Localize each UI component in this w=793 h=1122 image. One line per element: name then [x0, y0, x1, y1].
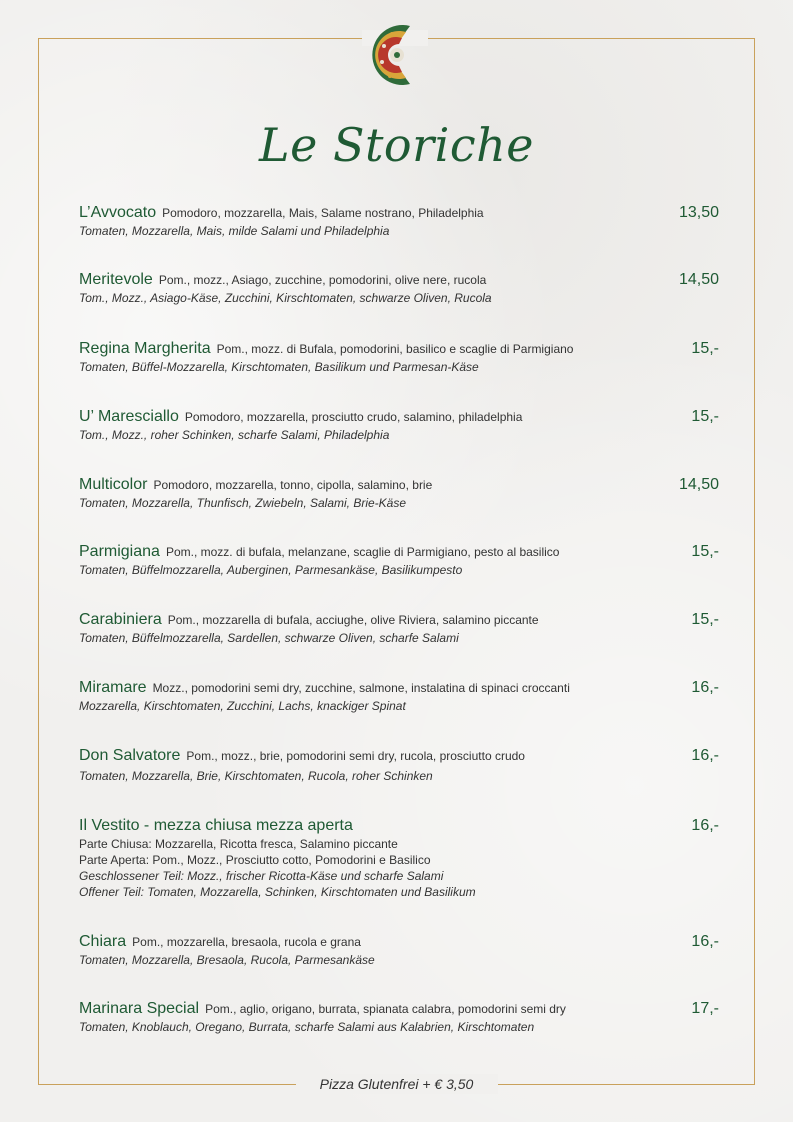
menu-item [79, 339, 719, 375]
pizza-name: Multicolor [79, 476, 148, 493]
pizza-name: Parmigiana [79, 543, 160, 560]
pizza-name: Don Salvatore [79, 747, 181, 764]
ingredients-de-closed: Geschlossener Teil: Mozz., frischer Ricotta-Käse und scharfe Salami [79, 869, 444, 883]
price: 14,50 [678, 271, 719, 288]
menu-item [79, 746, 719, 784]
menu-item [79, 203, 719, 239]
ingredients-de: Tomaten, Mozzarella, Mais, milde Salami und Philadelphia [79, 224, 390, 238]
ingredients-de: Tomaten, Büffelmozzarella, Auberginen, Parmesankäse, Basilikumpesto [79, 563, 463, 577]
ingredients-it: Pom., mozz., brie, pomodorini semi dry, rucola, prosciutto crudo [186, 749, 525, 763]
ingredients-de: Tom., Mozz., roher Schinken, scharfe Salami, Philadelphia [79, 428, 390, 442]
pizza-name: Chiara [79, 933, 127, 950]
ingredients-de: Tomaten, Mozzarella, Brie, Kirschtomaten, Rucola, roher Schinken [79, 769, 433, 783]
price: 16,- [691, 679, 719, 696]
price: 16,- [691, 817, 719, 834]
mosaic-c-logo-icon [370, 18, 424, 92]
ingredients-it: Pom., mozz. di bufala, melanzane, scaglie di Parmigiano, pesto al basilico [165, 545, 560, 559]
menu-item [79, 542, 719, 578]
price: 14,50 [678, 476, 719, 493]
price: 13,50 [678, 204, 719, 221]
ingredients-it: Mozz., pomodorini semi dry, zucchine, salmone, instalatina di spinaci croccanti [152, 681, 570, 695]
menu-item [79, 475, 719, 511]
price: 15,- [691, 408, 719, 425]
price: 17,- [691, 1000, 719, 1017]
pizza-name: Meritevole [79, 271, 153, 288]
price: 16,- [691, 933, 719, 950]
ingredients-it: Pom., aglio, origano, burrata, spianata calabra, pomodorini semi dry [205, 1002, 566, 1016]
ingredients-de: Tomaten, Büffel-Mozzarella, Kirschtomaten, Basilikum und Parmesan-Käse [79, 360, 479, 374]
pizza-name: Carabiniera [79, 611, 162, 628]
ingredients-it: Pomodoro, mozzarella, prosciutto crudo, salamino, philadelphia [184, 410, 523, 424]
price: 16,- [691, 747, 719, 764]
ingredients-it: Pomodoro, mozzarella, tonno, cipolla, salamino, brie [153, 478, 433, 492]
ingredients-it: Pom., mozz., Asiago, zucchine, pomodorini, olive nere, rucola [158, 273, 487, 287]
gluten-free-note: Pizza Glutenfrei + € 3,50 [319, 1076, 474, 1092]
ingredients-de: Tomaten, Mozzarella, Bresaola, Rucola, Parmesankäse [79, 953, 375, 967]
menu-item [79, 678, 719, 714]
ingredients-de: Tomaten, Mozzarella, Thunfisch, Zwiebeln, Salami, Brie-Käse [79, 496, 407, 510]
ingredients-it-closed: Parte Chiusa: Mozzarella, Ricotta fresca, Salamino piccante [79, 837, 398, 851]
price: 15,- [691, 543, 719, 560]
price: 15,- [691, 611, 719, 628]
menu-title: Le Storiche [259, 118, 534, 172]
pizza-name: L’Avvocato [79, 204, 157, 221]
pizza-name: Marinara Special [79, 1000, 200, 1017]
ingredients-it: Pom., mozzarella, bresaola, rucola e grana [132, 935, 361, 949]
ingredients-de: Mozzarella, Kirschtomaten, Zucchini, Lachs, knackiger Spinat [79, 699, 406, 713]
pizza-name: Il Vestito - mezza chiusa mezza aperta [79, 817, 353, 834]
ingredients-it: Pomodoro, mozzarella, Mais, Salame nostrano, Philadelphia [162, 206, 484, 220]
ingredients-it: Pom., mozz. di Bufala, pomodorini, basilico e scaglie di Parmigiano [216, 342, 574, 356]
menu-item [79, 407, 719, 443]
ingredients-it: Pom., mozzarella di bufala, acciughe, olive Riviera, salamino piccante [167, 613, 539, 627]
ingredients-de: Tomaten, Knoblauch, Oregano, Burrata, scharfe Salami aus Kalabrien, Kirschtomaten [79, 1020, 535, 1034]
menu-item [79, 610, 719, 646]
menu-item [79, 932, 719, 968]
menu-item [79, 270, 719, 306]
ingredients-it-open: Parte Aperta: Pom., Mozz., Prosciutto cotto, Pomodorini e Basilico [79, 853, 431, 867]
pizza-name: Miramare [79, 679, 147, 696]
ingredients-de: Tom., Mozz., Asiago-Käse, Zucchini, Kirschtomaten, schwarze Oliven, Rucola [79, 291, 492, 305]
pizza-name: U’ Maresciallo [79, 408, 179, 425]
menu-item [79, 816, 719, 900]
ingredients-de: Tomaten, Büffelmozzarella, Sardellen, schwarze Oliven, scharfe Salami [79, 631, 459, 645]
pizza-name: Regina Margherita [79, 340, 211, 357]
menu-item [79, 999, 719, 1035]
price: 15,- [691, 340, 719, 357]
ingredients-de-open: Offener Teil: Tomaten, Mozzarella, Schinken, Kirschtomaten und Basilikum [79, 885, 476, 899]
